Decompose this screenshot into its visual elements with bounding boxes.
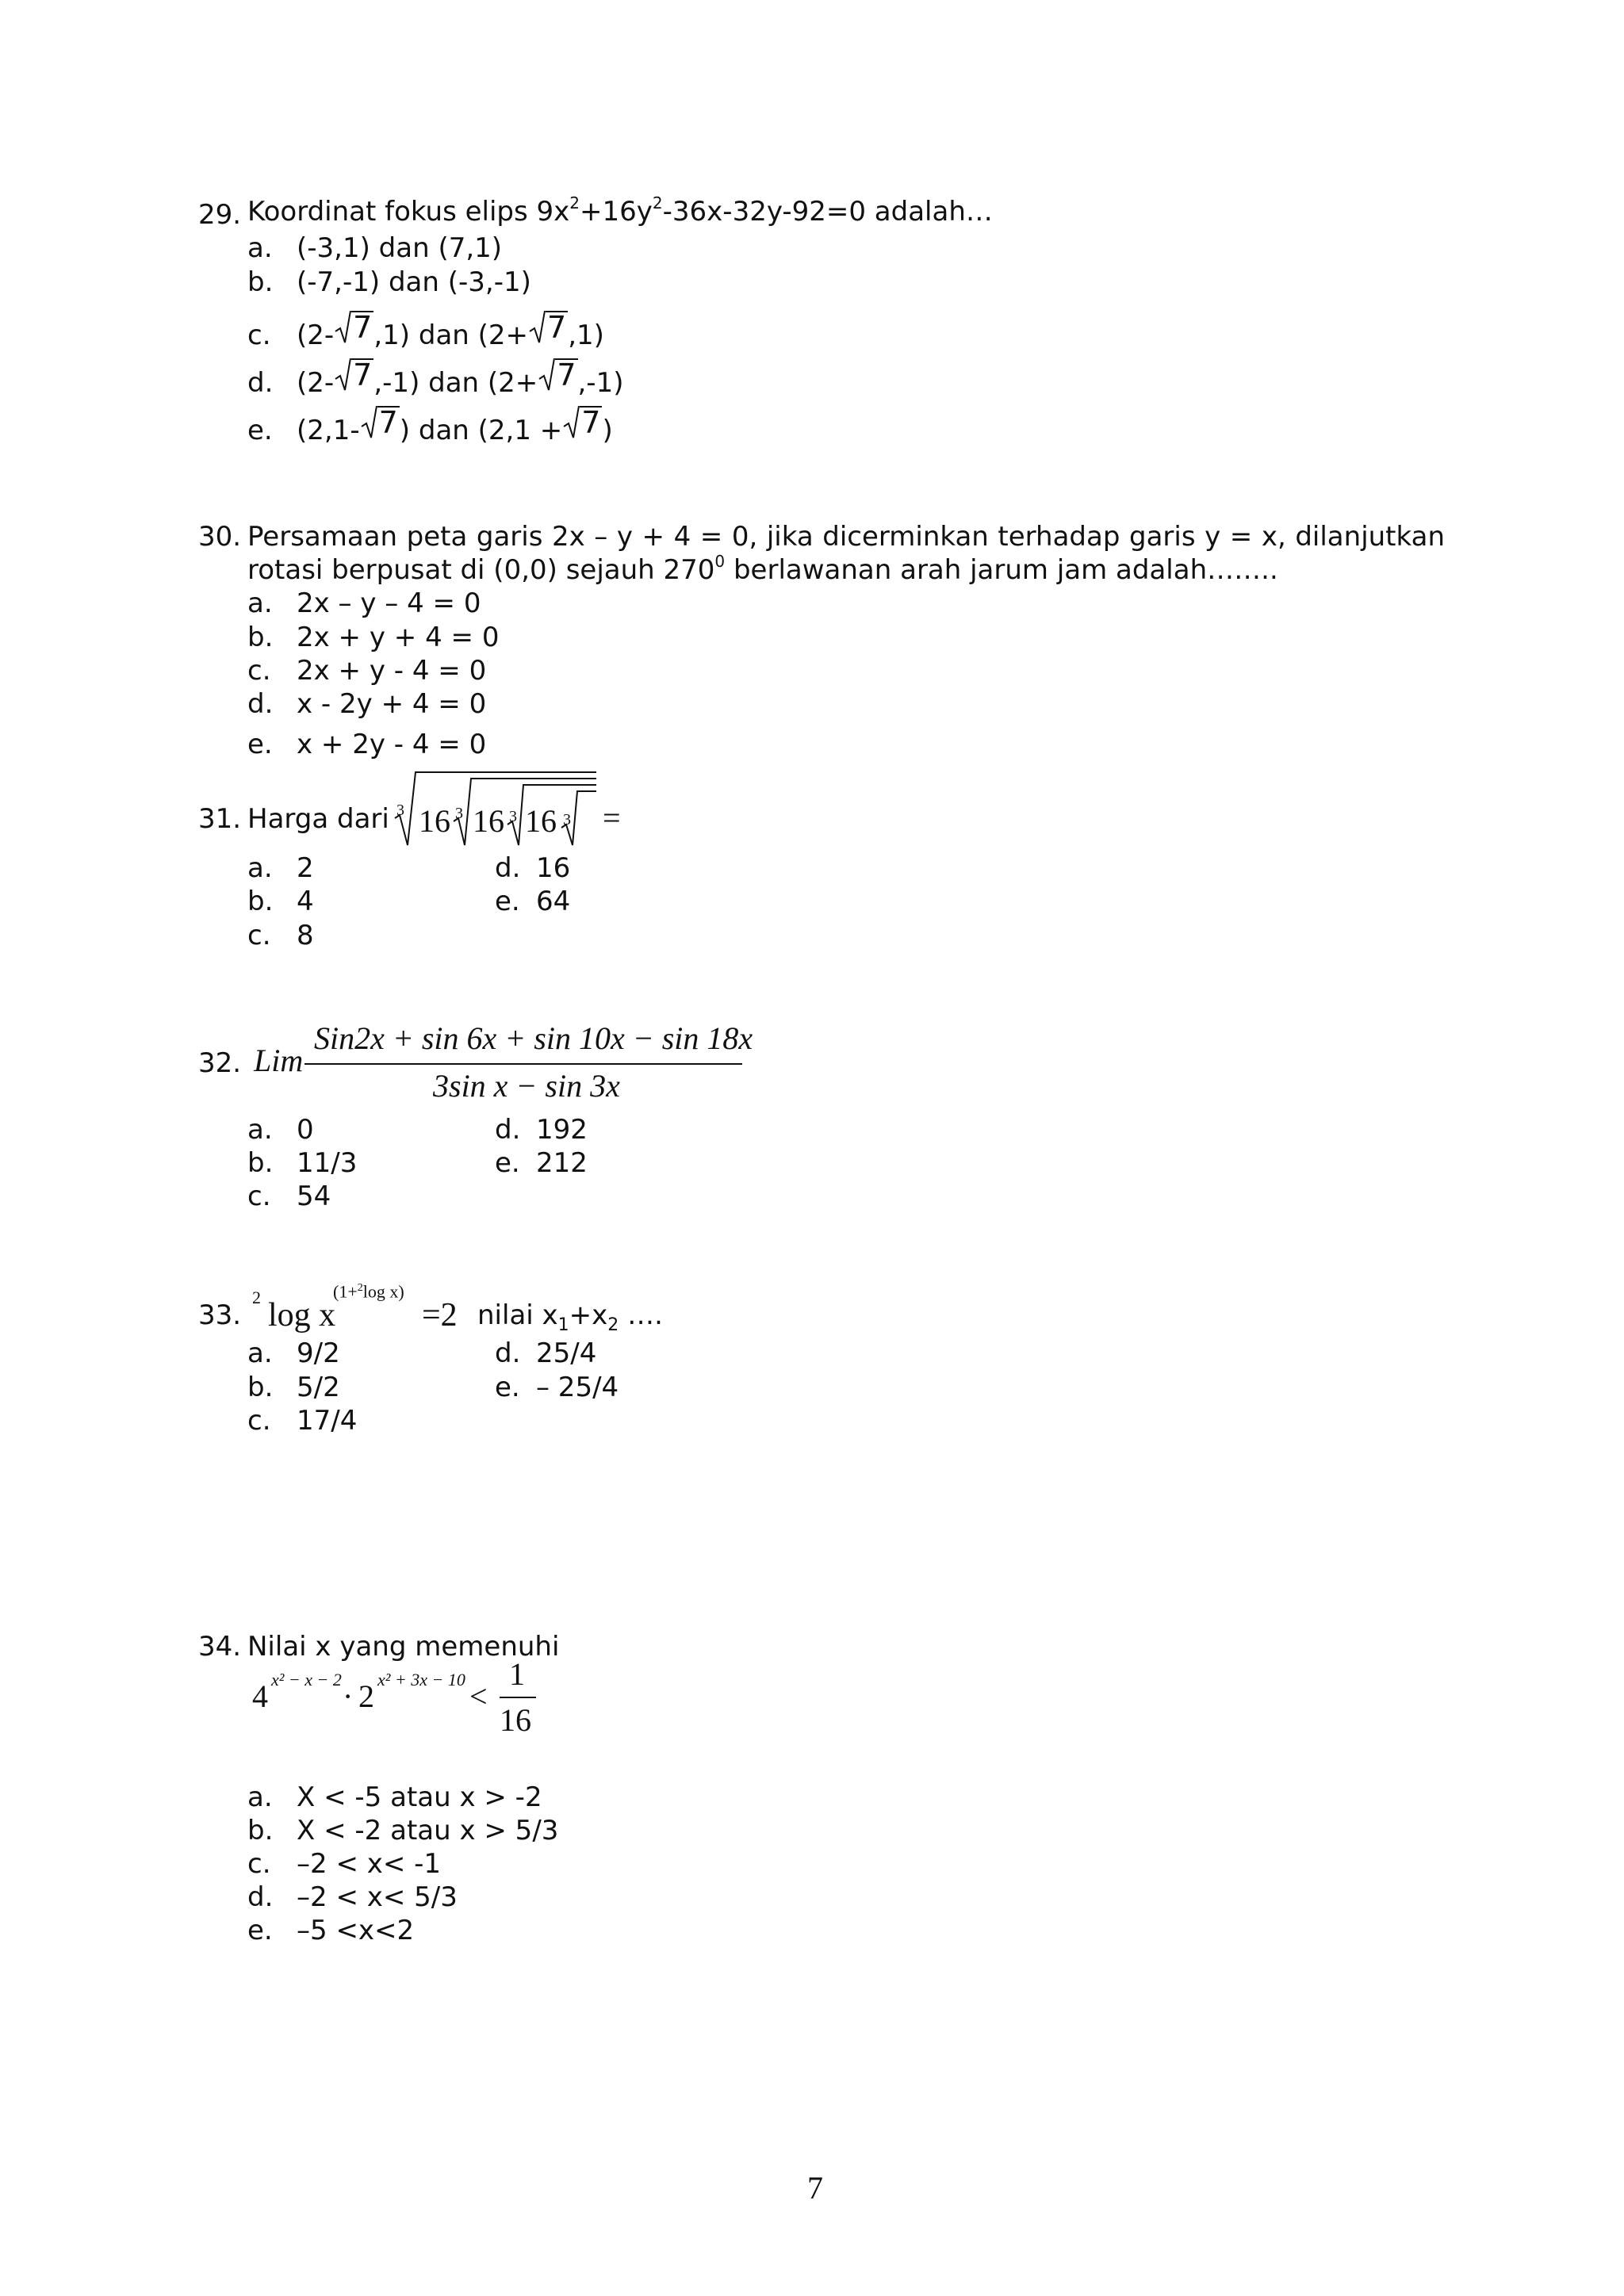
option-letter: d. <box>495 852 521 884</box>
option-letter: c. <box>247 1405 271 1437</box>
option-letter: c. <box>247 1181 271 1212</box>
option-text: ,-1) <box>577 367 624 399</box>
option-31b <box>247 888 314 915</box>
option-letter: b. <box>247 266 274 298</box>
option-text: –2 < x< 5/3 <box>297 1881 458 1913</box>
superscript: 2 <box>652 193 663 212</box>
radicand: 7 <box>557 358 576 393</box>
option-letter: e. <box>247 729 273 760</box>
question-32 <box>198 1047 242 1079</box>
stem-text: nilai x <box>477 1299 558 1331</box>
option-letter: b. <box>247 1815 274 1846</box>
option-letter: a. <box>247 1337 273 1369</box>
option-29e <box>247 404 613 444</box>
option-text: 2x + y + 4 = 0 <box>297 622 500 653</box>
superscript: 2 <box>569 193 580 212</box>
option-31e <box>495 888 570 915</box>
option-30c <box>247 655 487 687</box>
superscript: 2 <box>357 1282 363 1294</box>
subscript: 1 <box>557 1314 569 1335</box>
option-letter: c. <box>247 320 271 351</box>
question-30-line2 <box>247 552 1278 586</box>
option-text: ,-1) dan (2+ <box>373 367 538 399</box>
log-text: log x <box>268 1297 336 1334</box>
option-34c <box>247 1848 442 1880</box>
option-letter: c. <box>247 1848 271 1880</box>
option-text: 8 <box>297 920 314 951</box>
option-letter: a. <box>247 232 273 264</box>
sqrt-symbol <box>528 309 568 344</box>
option-letter: b. <box>247 886 274 917</box>
question-number: 29. <box>198 199 242 231</box>
question-30-line1: Persamaan peta garis 2x – y + 4 = 0, jika dicerminkan terhadap garis y = x, dilanjutkan <box>247 521 1445 553</box>
option-letter: d. <box>247 688 274 720</box>
base-two: 2 <box>358 1678 374 1714</box>
sqrt-symbol <box>334 357 373 392</box>
option-33c <box>247 1405 358 1437</box>
question-34-stem: Nilai x yang memenuhi <box>247 1631 560 1663</box>
option-34d <box>247 1881 458 1913</box>
option-text: ) dan (2,1 + <box>399 415 563 446</box>
option-33e <box>495 1374 619 1401</box>
question-33 <box>198 1299 242 1331</box>
log-base: 2 <box>252 1288 261 1307</box>
option-letter: e. <box>247 415 273 446</box>
option-text: (-3,1) dan (7,1) <box>297 232 503 264</box>
question-33-stem <box>477 1299 663 1335</box>
option-34a <box>247 1781 542 1813</box>
exponent-text: (1+ <box>333 1281 358 1302</box>
root-index: 3 <box>563 811 571 828</box>
option-text: 192 <box>536 1114 588 1146</box>
option-32b <box>247 1147 358 1179</box>
question-31-stem: Harga dari <box>247 803 389 835</box>
fraction-denominator: 16 <box>500 1702 531 1738</box>
option-letter: a. <box>247 1114 273 1146</box>
option-letter: d. <box>247 367 274 399</box>
question-number: 31. <box>198 803 242 835</box>
option-letter: b. <box>247 1147 274 1179</box>
stem-text: rotasi berpusat di (0,0) sejauh 270 <box>247 554 715 586</box>
stem-text: berlawanan arah jarum jam adalah…….. <box>725 554 1278 586</box>
root-index: 3 <box>396 802 404 819</box>
option-29c <box>247 309 604 349</box>
option-33a <box>247 1337 340 1369</box>
option-text: 11/3 <box>297 1147 358 1179</box>
question-30 <box>198 521 242 553</box>
equals-two: =2 <box>422 1297 458 1334</box>
option-text: 17/4 <box>297 1405 358 1437</box>
option-text: 4 <box>297 886 314 917</box>
option-29a <box>247 232 503 264</box>
question-29-stem <box>247 193 993 228</box>
option-text: (2- <box>297 320 335 351</box>
option-text: 2 <box>297 852 314 884</box>
option-31c <box>247 922 314 949</box>
sqrt-symbol <box>562 404 602 439</box>
less-than: < <box>469 1678 488 1714</box>
option-text: 25/4 <box>536 1337 597 1369</box>
stem-text: +16y <box>580 196 653 228</box>
stem-text: -36x-32y-92=0 adalah… <box>662 196 993 228</box>
sqrt-symbol <box>360 404 400 439</box>
radicand: 16 <box>473 803 504 839</box>
option-letter: a. <box>247 587 273 619</box>
option-letter: d. <box>495 1114 521 1146</box>
option-text: 9/2 <box>297 1337 340 1369</box>
option-32a <box>247 1114 314 1146</box>
option-33b <box>247 1374 340 1401</box>
option-30d <box>247 688 487 720</box>
equals-sign: = <box>603 800 621 836</box>
option-text: x + 2y - 4 = 0 <box>297 729 487 760</box>
question-number: 34. <box>198 1631 242 1663</box>
radicand: 7 <box>353 358 373 393</box>
option-text: x - 2y + 4 = 0 <box>297 688 487 720</box>
option-letter: e. <box>495 1147 520 1179</box>
option-text: 2x + y - 4 = 0 <box>297 655 487 687</box>
option-letter: d. <box>495 1337 521 1369</box>
question-number: 30. <box>198 521 242 553</box>
question-29 <box>198 199 242 231</box>
fraction-numerator: Sin2x + sin 6x + sin 10x − sin 18x <box>314 1020 753 1056</box>
option-text: X < -2 atau x > 5/3 <box>297 1815 559 1846</box>
option-letter: a. <box>247 852 273 884</box>
radicand: 7 <box>547 310 567 346</box>
option-text: 0 <box>297 1114 314 1146</box>
option-text: 212 <box>536 1147 588 1179</box>
option-32e <box>495 1147 588 1179</box>
option-text: X < -5 atau x > -2 <box>297 1781 542 1813</box>
option-letter: e. <box>495 886 520 917</box>
fraction-numerator: 1 <box>509 1656 525 1692</box>
radicand: 16 <box>419 803 450 839</box>
option-text: 64 <box>536 886 571 917</box>
option-letter: c. <box>247 920 271 951</box>
radicand: 16 <box>525 803 557 839</box>
option-text: (2,1- <box>297 415 360 446</box>
option-letter: d. <box>247 1881 274 1913</box>
option-32c <box>247 1183 331 1210</box>
option-text: ,1) <box>568 320 604 351</box>
subscript: 2 <box>607 1314 619 1335</box>
option-text: (-7,-1) dan (-3,-1) <box>297 266 531 298</box>
nested-cube-root-expression <box>392 769 614 848</box>
option-29b <box>247 266 531 298</box>
root-index: 3 <box>455 805 463 822</box>
option-34e <box>247 1917 414 1944</box>
sqrt-symbol <box>334 309 373 344</box>
option-30a <box>247 587 481 619</box>
radicand: 7 <box>353 310 373 346</box>
radicand: 7 <box>378 405 398 441</box>
stem-text: …. <box>619 1299 663 1331</box>
option-text: 5/2 <box>297 1372 340 1403</box>
stem-text: Koordinat fokus elips 9x <box>247 196 570 228</box>
option-31a <box>247 852 314 884</box>
option-text: 2x – y – 4 = 0 <box>297 587 481 619</box>
option-text: 16 <box>536 852 571 884</box>
option-32d <box>495 1114 588 1146</box>
option-letter: a. <box>247 1781 273 1813</box>
question-number: 33. <box>198 1299 242 1331</box>
fraction-bar <box>500 1697 536 1698</box>
option-31d <box>495 852 571 884</box>
option-text: –2 < x< -1 <box>297 1848 442 1880</box>
sqrt-symbol <box>538 357 577 392</box>
option-text: (2- <box>297 367 335 399</box>
question-34 <box>198 1631 242 1663</box>
option-letter: b. <box>247 622 274 653</box>
option-letter: c. <box>247 655 271 687</box>
fraction-denominator: 3sin x − sin 3x <box>433 1068 620 1104</box>
base-four: 4 <box>252 1678 268 1714</box>
superscript: 0 <box>714 552 726 571</box>
option-letter: e. <box>247 1915 273 1946</box>
exponent <box>333 1283 404 1300</box>
option-29d <box>247 357 624 399</box>
option-33d <box>495 1337 597 1369</box>
log-expression <box>268 1299 335 1332</box>
option-text: 54 <box>297 1181 331 1212</box>
option-30e <box>247 731 486 758</box>
exponent-two: x² + 3x − 10 <box>377 1670 465 1689</box>
question-number: 32. <box>198 1047 242 1079</box>
option-letter: e. <box>495 1372 520 1403</box>
limit-label: Lim <box>254 1043 304 1078</box>
multiply-dot: · <box>343 1678 354 1714</box>
option-text: – 25/4 <box>536 1372 619 1403</box>
option-30b <box>247 624 499 651</box>
exponent-one: x² − x − 2 <box>271 1670 342 1689</box>
radicand: 7 <box>581 405 601 441</box>
question-31 <box>198 803 242 835</box>
option-text: ) <box>602 415 613 446</box>
option-text: ,1) dan (2+ <box>373 320 529 351</box>
root-index: 3 <box>509 808 517 825</box>
exponent-text: log x) <box>362 1281 404 1302</box>
option-letter: b. <box>247 1372 274 1403</box>
page-number: 7 <box>807 2170 823 2206</box>
option-text: –5 <x<2 <box>297 1915 415 1946</box>
option-34b <box>247 1817 558 1844</box>
fraction-bar <box>304 1063 742 1065</box>
stem-text: +x <box>569 1299 608 1331</box>
